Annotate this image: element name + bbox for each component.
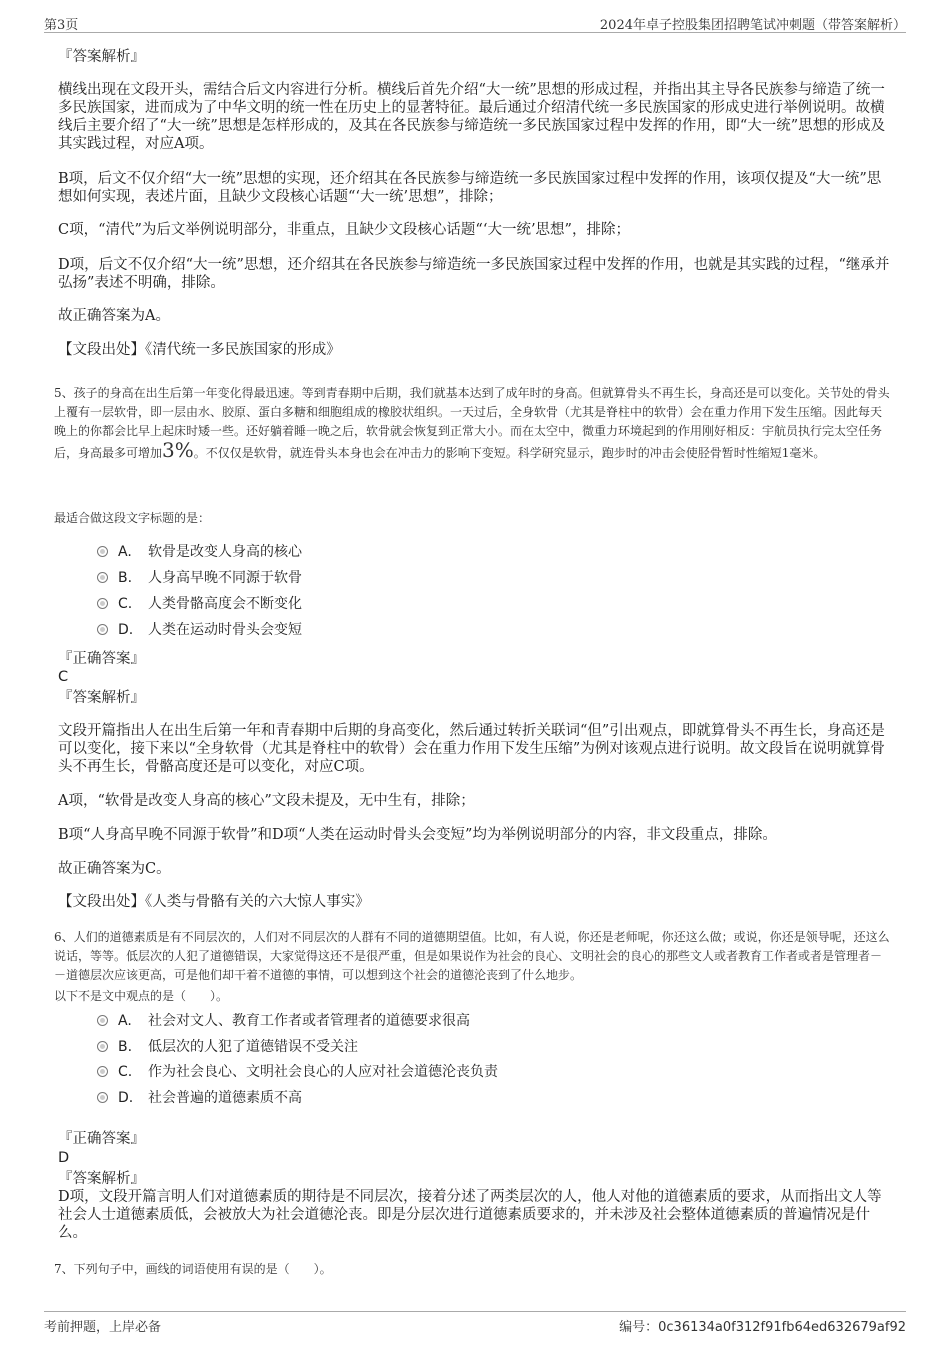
option-letter: B. [118,570,133,586]
q4-analysis-label: 『答案解析』 [58,49,145,65]
page-header [44,12,906,33]
radio-icon[interactable] [97,546,108,557]
option-letter: C. [118,1064,133,1080]
radio-icon[interactable] [97,1015,108,1026]
q5-analysis-p3: B项“人身高早晚不同源于软骨”和D项“人类在运动时骨头会变短”均为举例说明部分的内容，非文段重点，排除。 [58,827,777,843]
radio-icon[interactable] [97,598,108,609]
option-text: 作为社会良心、文明社会良心的人应对社会道德沦丧负责 [148,1064,498,1080]
q6-option-a[interactable] [97,1012,470,1030]
option-text: 人身高早晚不同源于软骨 [148,570,302,586]
document-title: 2024年卓子控股集团招聘笔试冲刺题（带答案解析） [599,18,906,33]
page-number: 第3页 [44,18,79,33]
q5-stem [54,384,892,463]
q5-percent: 3% [162,438,194,462]
q4-analysis-p3: C项，“清代”为后文举例说明部分，非重点，且缺少文段核心话题“‘大一统’思想”，排除； [58,222,630,238]
q6-analysis-label: 『答案解析』 [58,1171,145,1187]
option-letter: D. [118,622,134,638]
q5-option-d[interactable] [97,621,302,639]
q6-correct-label: 『正确答案』 [58,1131,145,1147]
q5-stem-part-b: 。不仅仅是软骨，就连骨头本身也会在冲击力的影响下变短。科学研究显示，跑步时的冲击会使胫骨暂时性缩短1毫米。 [193,446,826,460]
q6-option-b[interactable] [97,1038,358,1056]
footer-slogan: 考前押题，上岸必备 [44,1320,162,1335]
option-text: 人类在运动时骨头会变短 [148,622,302,638]
q5-correct-label: 『正确答案』 [58,651,145,667]
q6-analysis-p1: D项，文段开篇言明人们对道德素质的期待是不同层次，接着分述了两类层次的人，他人对他的道德素质的要求，从而指出文人等社会人士道德素质低，会被放大为社会道德沦丧。即是分层次进行道德素质要求的，并未涉及社会整体道德素质的普遍情况是什么。 [58,1189,882,1241]
q6-option-d[interactable] [97,1089,302,1107]
q4-conclusion: 故正确答案为A。 [58,308,170,324]
option-letter: A. [118,544,132,560]
q6-option-c[interactable] [97,1063,498,1081]
q5-analysis-p1: 文段开篇指出人在出生后第一年和青春期中后期的身高变化，然后通过转折关联词“但”引出观点，即就算骨头不再生长，身高还是可以变化，接下来以“全身软骨（尤其是脊柱中的软骨）会在重力作用下发生压缩”为例对该观点进行说明。故文段旨在说明就算骨头不再生长，骨骼高度还是可以变化，对应C项。 [58,723,885,775]
option-text: 人类骨骼高度会不断变化 [148,596,302,612]
q5-analysis-p2: A项，“软骨是改变人身高的核心”文段未提及，无中生有，排除； [58,793,475,809]
q6-answer: D [58,1150,70,1166]
radio-icon[interactable] [97,1041,108,1052]
option-text: 社会普遍的道德素质不高 [148,1090,302,1106]
option-text: 社会对文人、教育工作者或者管理者的道德要求很高 [148,1013,470,1029]
document-code: 编号：0c36134a0f312f91fb64ed632679af92 [619,1320,906,1335]
radio-icon[interactable] [97,1066,108,1077]
q4-analysis-p1: 横线出现在文段开头，需结合后文内容进行分析。横线后首先介绍“大一统”思想的形成过程，并指出其主导各民族参与缔造了统一多民族国家，进而成为了中华文明的统一性在历史上的显著特征。最后通过介绍清代统一多民族国家的形成史进行举例说明。故横线后主要介绍了“大一统”思想是怎样形成的，及其在各民族参与缔造统一多民族国家过程中发挥的作用，即“大一统”思想的形成及其实践过程，对应A项。 [58,82,886,152]
radio-icon[interactable] [97,1092,108,1103]
q6-stem: 6、人们的道德素质是有不同层次的，人们对不同层次的人群有不同的道德期望值。比如，有人说，你还是老师呢，你还这么做；或说，你还是领导呢，还这么说话，等等。低层次的人犯了道德错误，大家觉得这还不是很严重，但是如果说作为社会的良心、文明社会的良心的那些文人或者教育工作者或者是管理者－－道德层次应该更高，可是他们却干着不道德的事情，可以想到这个社会的道德沦丧到了什么地步。 [54,930,890,982]
radio-icon[interactable] [97,624,108,635]
page-footer [44,1311,906,1336]
option-letter: A. [118,1013,132,1029]
q5-source: 【文段出处】《人类与骨骼有关的六大惊人事实》 [58,894,370,910]
option-text: 软骨是改变人身高的核心 [148,544,302,560]
q4-source: 【文段出处】《清代统一多民族国家的形成》 [58,342,341,358]
option-letter: B. [118,1039,133,1055]
q4-analysis-p4: D项，后文不仅介绍“大一统”思想，还介绍其在各民族参与缔造统一多民族国家过程中发挥的作用，也就是其实践的过程，“继承并弘扬”表述不明确，排除。 [58,257,890,291]
option-letter: D. [118,1090,134,1106]
q5-stem-part-a: 5、孩子的身高在出生后第一年变化得最迅速。等到青春期中后期，我们就基本达到了成年时的身高。但就算骨头不再生长，身高还是可以变化。关节处的骨头上覆有一层软骨，即一层由水、胶原、蛋白多糖和细胞组成的橡胶状组织。一天过后，全身软骨（尤其是脊柱中的软骨）会在重力作用下发生压缩。因此每天晚上的你都会比早上起床时矮一些。还好躺着睡一晚之后，软骨就会恢复到正常大小。而在太空中，微重力环境起到的作用刚好相反：宇航员执行完太空任务后，身高最多可增加 [54,386,890,460]
option-letter: C. [118,596,133,612]
q5-option-a[interactable] [97,543,302,561]
option-text: 低层次的人犯了道德错误不受关注 [148,1039,358,1055]
q5-answer: C [58,669,69,685]
q7-stem: 7、下列句子中，画线的词语使用有误的是（ ）。 [54,1262,332,1276]
q5-conclusion: 故正确答案为C。 [58,861,171,877]
q6-prompt: 以下不是文中观点的是（ ）。 [54,989,229,1003]
q5-analysis-label: 『答案解析』 [58,690,145,706]
q5-prompt: 最适合做这段文字标题的是： [54,511,211,525]
q4-analysis-p2: B项，后文不仅介绍“大一统”思想的实现，还介绍其在各民族参与缔造统一多民族国家过程中发挥的作用，该项仅提及“大一统”思想如何实现，表述片面，且缺少文段核心话题“‘大一统’思想”，排除； [58,171,882,205]
radio-icon[interactable] [97,572,108,583]
q5-option-c[interactable] [97,595,302,613]
q5-option-b[interactable] [97,569,302,587]
